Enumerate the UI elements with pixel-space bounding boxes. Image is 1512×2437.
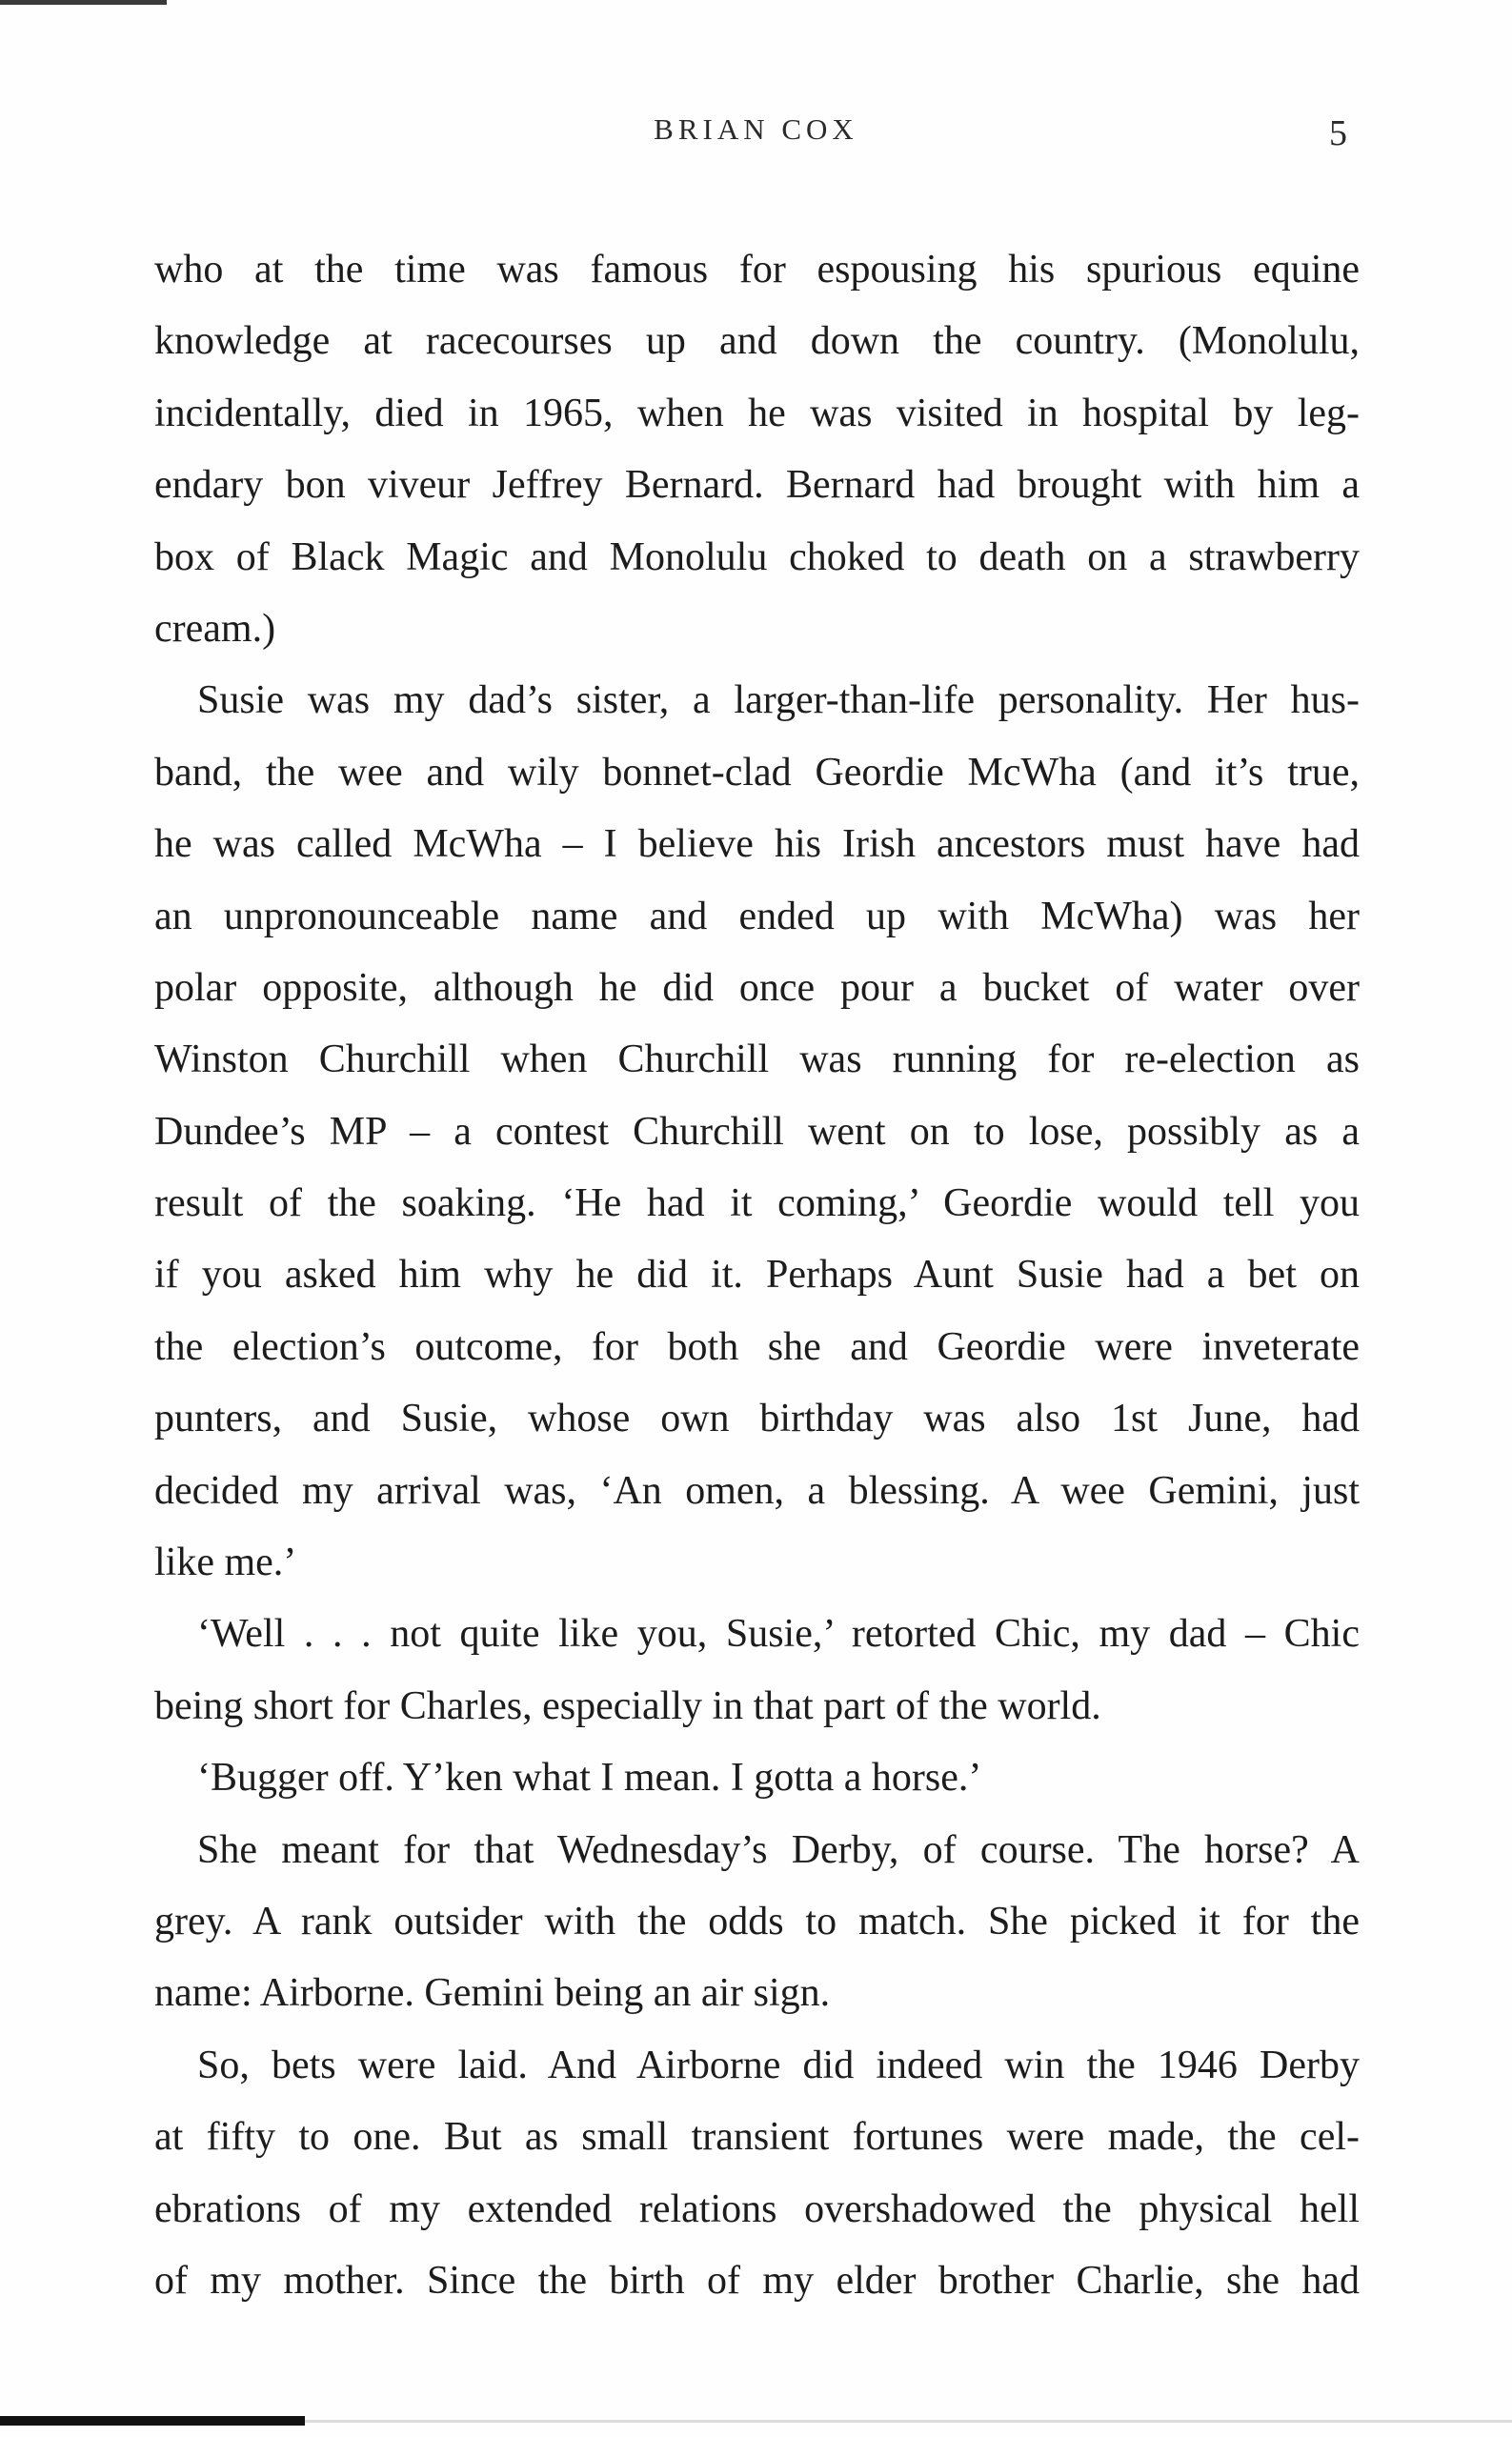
text-line: cream.) — [154, 606, 276, 651]
text-line: ebrations of my extended relations overshadowed the physical hell — [154, 2186, 1360, 2231]
text-line: polar opposite, although he did once pour a bucket of water over — [154, 965, 1360, 1010]
text-line: endary bon viveur Jeffrey Bernard. Bernard had brought with him a — [154, 463, 1360, 508]
text-line: at fifty to one. But as small transient fortunes were made, the cel- — [154, 2115, 1360, 2160]
text-line: incidentally, died in 1965, when he was visited in hospital by leg- — [154, 391, 1360, 435]
text-line: She meant for that Wednesday’s Derby, of course. The horse? A — [197, 1827, 1360, 1872]
scan-edge-top — [0, 0, 167, 5]
text-line: the election’s outcome, for both she and Geordie were inveterate — [154, 1324, 1360, 1369]
body-text — [154, 234, 1360, 2317]
text-line: he was called McWha – I believe his Irish ancestors must have had — [154, 822, 1360, 867]
text-line: box of Black Magic and Monolulu choked to death on a strawberry — [154, 534, 1360, 579]
text-line: an unpronounceable name and ended up with McWha) was her — [154, 894, 1360, 938]
text-line: ‘Well . . . not quite like you, Susie,’ retorted Chic, my dad – Chic — [197, 1612, 1360, 1657]
scan-edge-bottom — [0, 2416, 305, 2426]
text-line: Winston Churchill when Churchill was running for re-election as — [154, 1037, 1360, 1082]
text-line: Susie was my dad’s sister, a larger-than-life personality. Her hus- — [197, 678, 1360, 723]
running-head: BRIAN COX — [654, 112, 858, 146]
text-line: being short for Charles, especially in that part of the world. — [154, 1683, 1101, 1728]
text-line: band, the wee and wily bonnet-clad Geordie McWha (and it’s true, — [154, 750, 1360, 795]
text-line: grey. A rank outsider with the odds to match. She picked it for the — [154, 1899, 1360, 1944]
text-line: who at the time was famous for espousing his spurious equine — [154, 248, 1360, 292]
text-line: like me.’ — [154, 1541, 297, 1585]
text-line: of my mother. Since the birth of my elder brother Charlie, she had — [154, 2258, 1360, 2303]
scan-edge-bottom-fade — [305, 2420, 1512, 2423]
text-line: punters, and Susie, whose own birthday was also 1st June, had — [154, 1397, 1360, 1441]
text-line: name: Airborne. Gemini being an air sign. — [154, 1971, 831, 2016]
text-line: So, bets were laid. And Airborne did indeed win the 1946 Derby — [197, 2043, 1360, 2087]
text-line: knowledge at racecourses up and down the country. (Monolulu, — [154, 319, 1360, 364]
text-line: Dundee’s MP – a contest Churchill went on to lose, possibly as a — [154, 1109, 1360, 1154]
page-number: 5 — [1329, 113, 1347, 153]
text-line: result of the soaking. ‘He had it coming,’ Geordie would tell you — [154, 1181, 1360, 1226]
text-line: decided my arrival was, ‘An omen, a blessing. A wee Gemini, just — [154, 1468, 1360, 1513]
text-line: ‘Bugger off. Y’ken what I mean. I gotta a horse.’ — [197, 1756, 982, 1801]
text-line: if you asked him why he did it. Perhaps Aunt Susie had a bet on — [154, 1253, 1360, 1298]
